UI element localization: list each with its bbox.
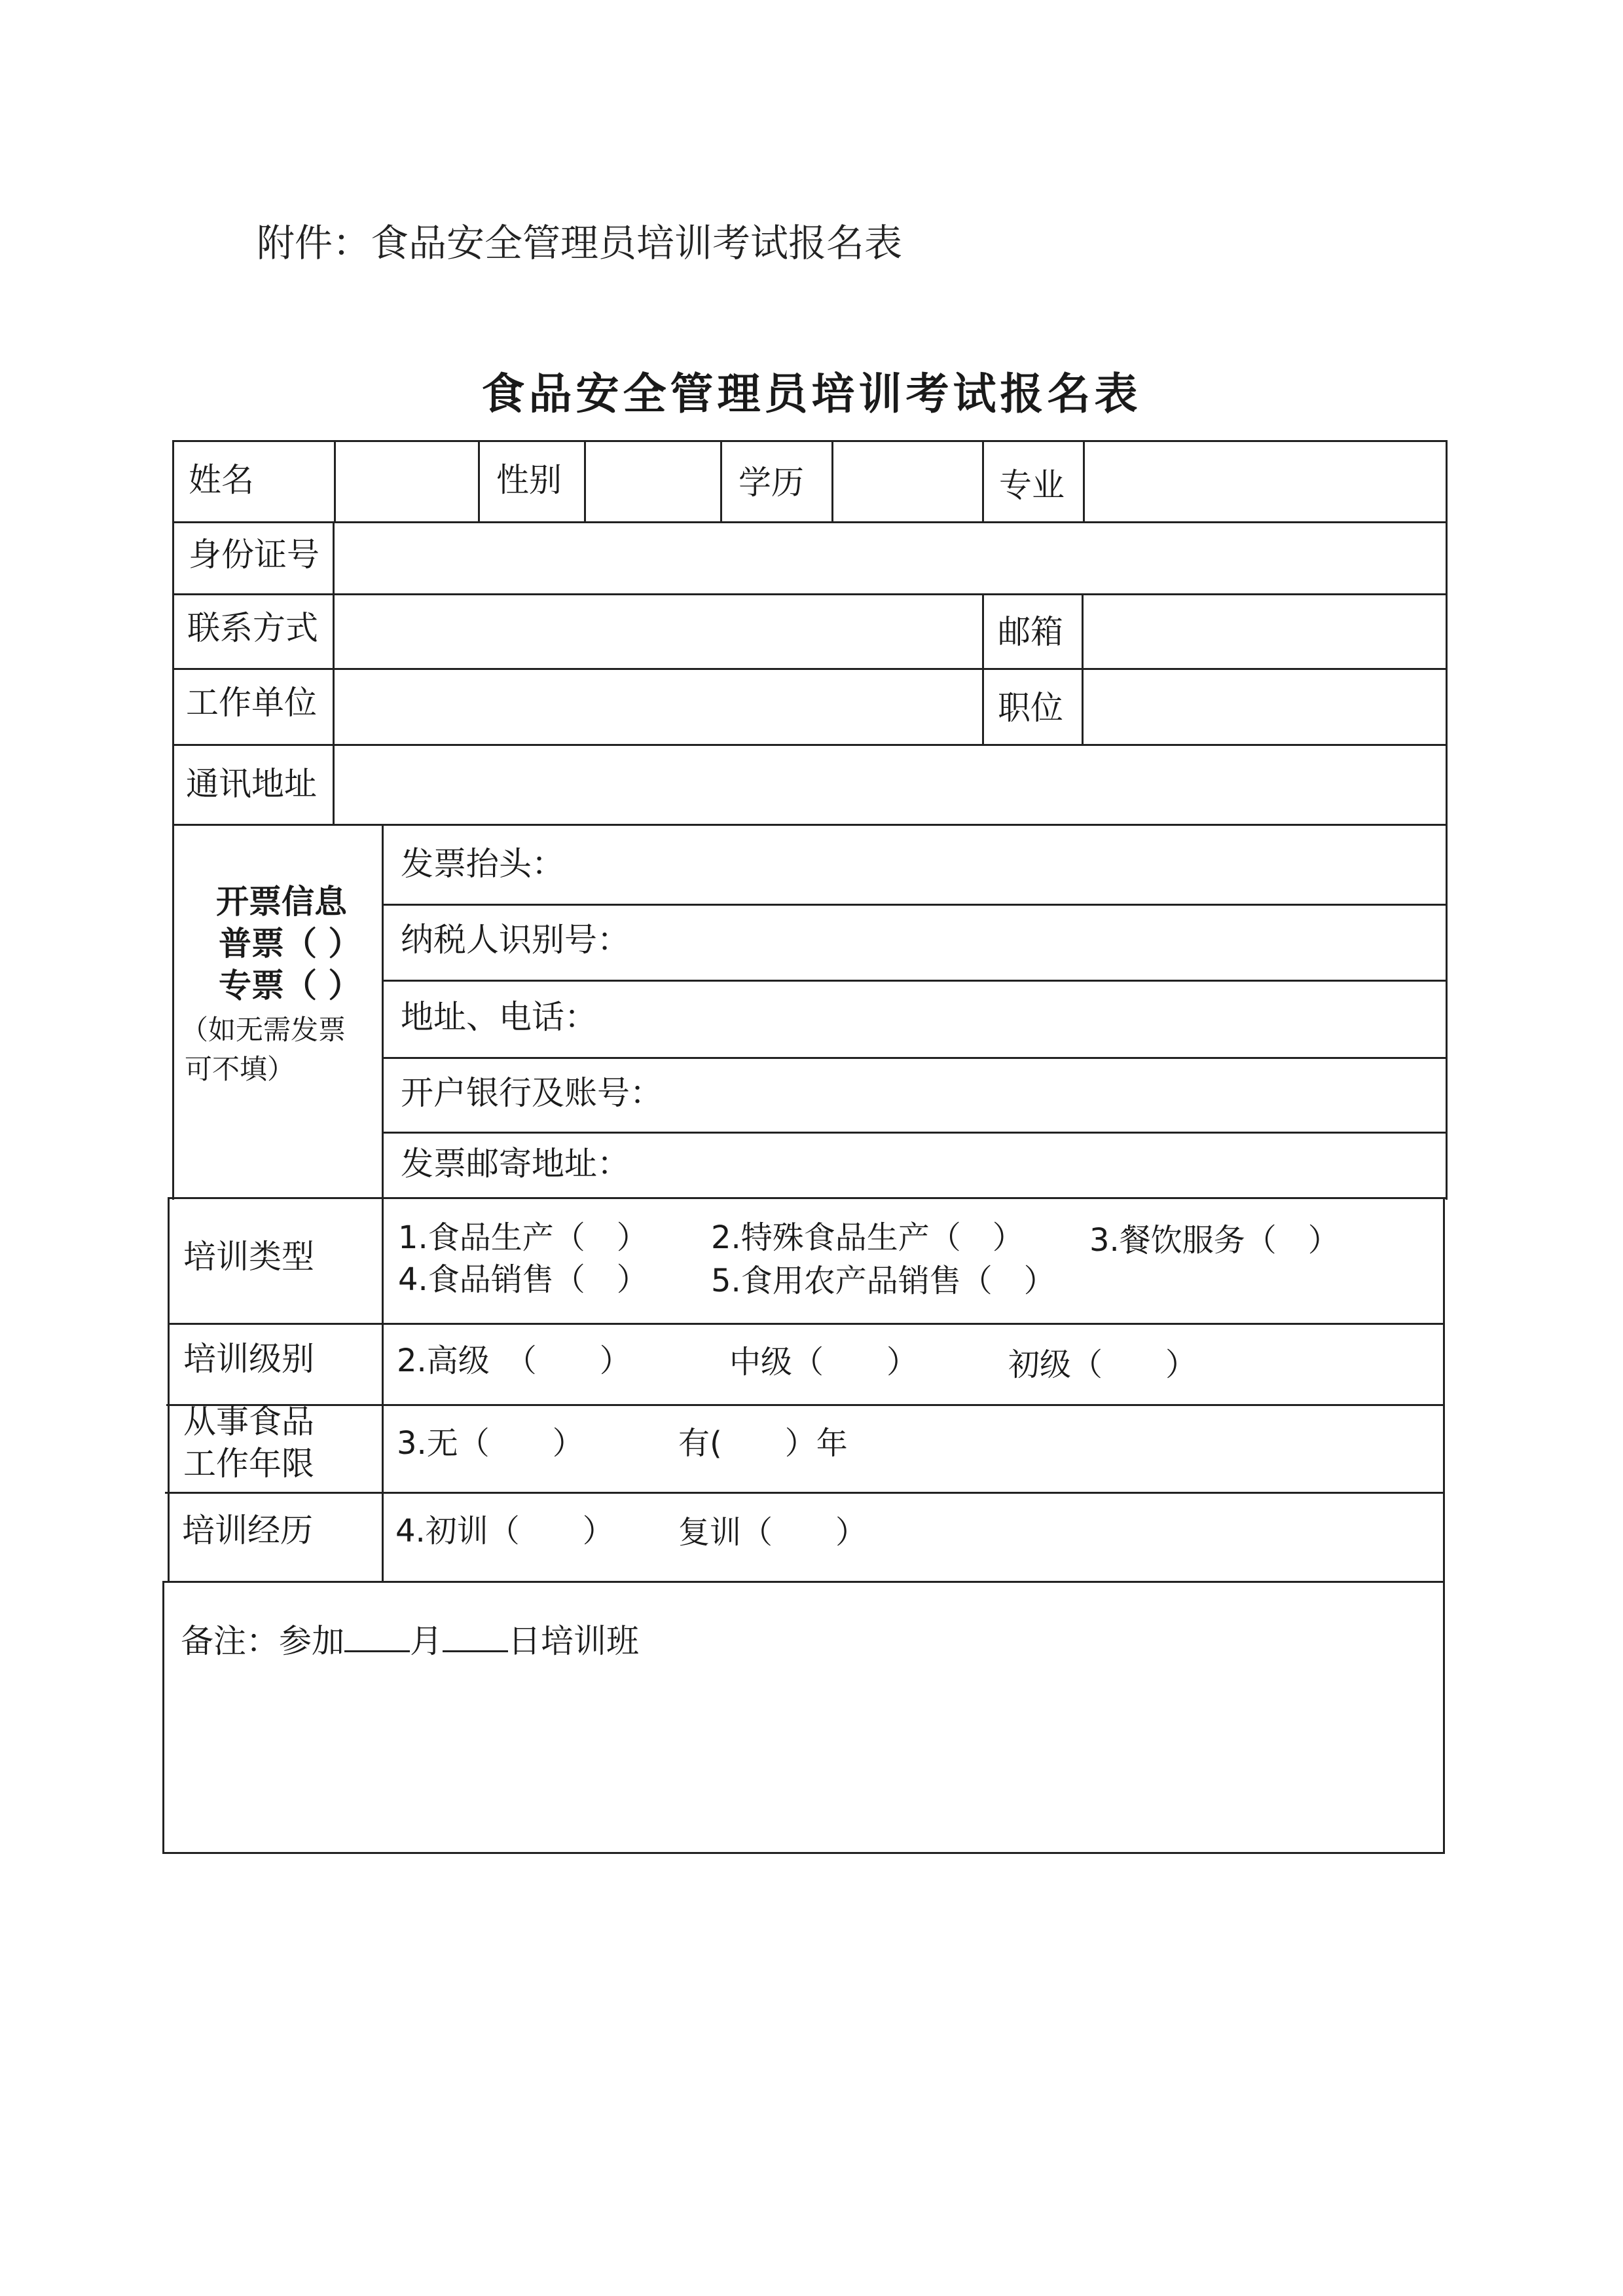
form-title: 食品安全管理员培训考试报名表 (481, 368, 1142, 419)
col-divider (831, 440, 833, 523)
row-divider (382, 1132, 1446, 1134)
row-divider (169, 1197, 1446, 1199)
row-divider (164, 1581, 1443, 1583)
remarks-area[interactable] (166, 1676, 1440, 1847)
bank-account-field[interactable]: 开户银行及账号： (401, 1074, 663, 1112)
level-intermediate-option[interactable]: 中级（ ） (729, 1344, 919, 1380)
employer-label: 工作单位 (186, 684, 317, 722)
remarks-prefix: 备注：参加 (181, 1622, 344, 1660)
education-field[interactable] (834, 443, 981, 520)
gender-field[interactable] (587, 443, 719, 520)
id-number-field[interactable] (335, 524, 1444, 592)
invoice-mailing-address-field[interactable]: 发票邮寄地址： (401, 1145, 630, 1183)
email-field[interactable] (1084, 596, 1444, 667)
col-divider (333, 521, 335, 825)
history-initial-option[interactable]: 4.初训（ ） (395, 1513, 614, 1549)
option-special-food-production[interactable]: 2.特殊食品生产（ ） (711, 1219, 1024, 1256)
table-left-border (168, 1197, 170, 1582)
id-number-label: 身份证号 (189, 536, 319, 574)
row-divider (382, 904, 1446, 906)
history-retraining-option[interactable]: 复训（ ） (678, 1514, 867, 1551)
mailing-address-field[interactable] (335, 747, 1444, 823)
day-blank[interactable] (443, 1624, 508, 1652)
col-divider (478, 440, 480, 523)
col-divider (1082, 593, 1084, 745)
row-divider (382, 980, 1446, 982)
table-left-border (172, 440, 174, 1200)
row-divider (172, 593, 1448, 595)
invoice-title-field[interactable]: 发票抬头： (401, 845, 564, 883)
work-years-label: 工作年限 (183, 1445, 314, 1483)
major-field[interactable] (1085, 443, 1444, 520)
work-years-label: 从事食品 (183, 1403, 314, 1441)
remarks-month: 月 (410, 1622, 443, 1660)
training-level-label: 培训级别 (183, 1340, 314, 1378)
mailing-address-label: 通讯地址 (186, 765, 317, 803)
month-blank[interactable] (344, 1624, 410, 1652)
col-divider (720, 440, 722, 523)
row-divider (172, 824, 1448, 826)
training-type-label: 培训类型 (183, 1238, 314, 1276)
col-divider (382, 824, 384, 1582)
name-label: 姓名 (189, 461, 254, 499)
col-divider (584, 440, 586, 523)
attachment-label: 附件：食品安全管理员培训考试报名表 (257, 221, 903, 265)
col-divider (982, 593, 984, 745)
col-divider (334, 440, 336, 523)
invoice-note: 可不填） (185, 1053, 295, 1085)
table-bottom-border (162, 1852, 1443, 1854)
education-label: 学历 (739, 464, 804, 502)
level-senior-option[interactable]: 2.高级 （ ） (397, 1342, 631, 1379)
col-divider (1083, 440, 1085, 523)
training-history-label: 培训经历 (182, 1511, 313, 1549)
row-divider (382, 1057, 1446, 1059)
row-divider (172, 668, 1448, 670)
work-years-has-option[interactable]: 有( ）年 (678, 1425, 848, 1462)
name-field[interactable] (337, 443, 477, 520)
row-divider (168, 1323, 1444, 1325)
remarks-line (181, 1622, 639, 1660)
col-divider (982, 440, 984, 523)
major-label: 专业 (999, 466, 1065, 504)
contact-field[interactable] (335, 596, 981, 667)
gender-label: 性别 (496, 461, 562, 499)
table-right-border (1446, 440, 1448, 1200)
row-divider (172, 521, 1448, 523)
position-label: 职位 (998, 689, 1063, 727)
normal-invoice-option[interactable]: 普票（ ） (219, 925, 361, 963)
option-food-sales[interactable]: 4.食品销售（ ） (398, 1261, 648, 1298)
option-food-production[interactable]: 1.食品生产（ ） (398, 1219, 648, 1256)
employer-field[interactable] (335, 671, 981, 743)
position-field[interactable] (1084, 671, 1444, 743)
invoice-note: （如无需发票 (181, 1014, 346, 1046)
table-left-border (162, 1581, 164, 1854)
email-label: 邮箱 (998, 613, 1063, 651)
invoice-heading: 开票信息 (216, 883, 347, 921)
row-divider (172, 744, 1448, 746)
option-catering-service[interactable]: 3.餐饮服务（ ） (1089, 1222, 1340, 1259)
row-divider (166, 1404, 1444, 1406)
special-invoice-option[interactable]: 专票（ ） (219, 967, 361, 1005)
table-right-border (1443, 1197, 1445, 1854)
remarks-day-suffix: 日培训班 (508, 1622, 639, 1660)
row-divider (165, 1492, 1443, 1494)
table-top-border (172, 440, 1448, 442)
work-years-none-option[interactable]: 3.无（ ） (397, 1425, 584, 1462)
taxpayer-id-field[interactable]: 纳税人识别号： (401, 921, 630, 959)
option-agri-product-sales[interactable]: 5.食用农产品销售（ ） (711, 1263, 1055, 1299)
address-phone-field[interactable]: 地址、电话： (401, 998, 597, 1036)
level-junior-option[interactable]: 初级（ ） (1008, 1346, 1197, 1383)
contact-label: 联系方式 (187, 609, 318, 647)
